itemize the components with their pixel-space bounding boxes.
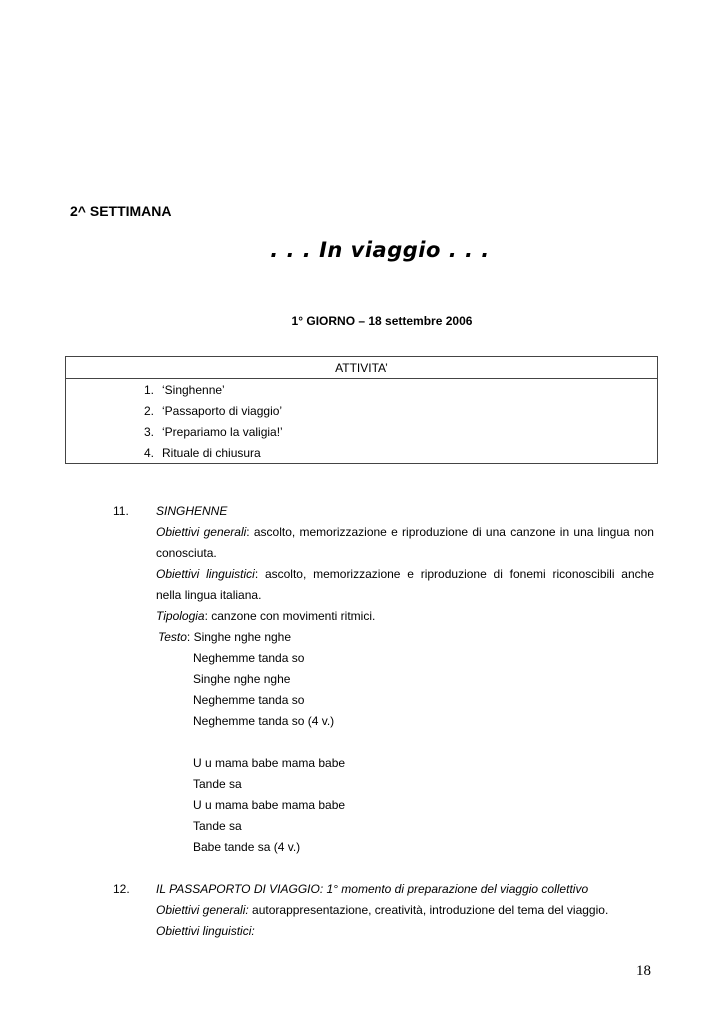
page-number: 18 (636, 963, 651, 979)
activities-table (65, 356, 658, 464)
item-text: ‘Passaporto di viaggio’ (162, 403, 283, 418)
table-row (66, 442, 658, 464)
item-number: 4. (143, 445, 154, 460)
section-12-general-objectives: Obiettivi generali: autorappresentazione, creatività, introduzione del tema del viaggio. (156, 903, 609, 917)
lyric-line: Babe tande sa (4 v.) (193, 840, 301, 854)
section-11-heading: SINGHENNE (156, 504, 228, 518)
item-text: Rituale di chiusura (162, 445, 261, 460)
section-11-general-objectives: Obiettivi generali: ascolto, memorizzazione e riproduzione di una canzone in una lingua non (156, 525, 654, 539)
activities-table-header: ATTIVITA’ (66, 357, 658, 379)
item-number: 1. (143, 382, 154, 397)
section-11-linguistic-objectives: Obiettivi linguistici: ascolto, memorizzazione e riproduzione di fonemi riconoscibili anche (156, 567, 654, 581)
page-title: . . . In viaggio . . . (270, 238, 490, 262)
item-text: ‘Singhenne’ (162, 382, 225, 397)
lyric-line: U u mama babe mama babe (193, 798, 346, 812)
item-text: ‘Prepariamo la valigia!’ (162, 424, 283, 439)
section-11-linguistic-objectives-cont: nella lingua italiana. (156, 588, 262, 602)
lyric-line: Neghemme tanda so (193, 651, 305, 665)
week-heading: 2^ SETTIMANA (70, 203, 172, 219)
lyric-line: U u mama babe mama babe (193, 756, 346, 770)
section-12-linguistic-objectives: Obiettivi linguistici: (156, 924, 255, 938)
lyric-line: Tande sa (193, 777, 242, 791)
day-heading: 1° GIORNO – 18 settembre 2006 (291, 314, 473, 328)
section-11-general-objectives-cont: conosciuta. (156, 546, 217, 560)
section-11-typology: Tipologia: canzone con movimenti ritmici. (156, 609, 376, 623)
section-11-number: 11. (113, 504, 129, 518)
lyric-line: Tande sa (193, 819, 242, 833)
lyric-line: Singhe nghe nghe (193, 672, 291, 686)
lyric-line: Neghemme tanda so (4 v.) (193, 714, 335, 728)
section-12-heading: IL PASSAPORTO DI VIAGGIO: 1° momento di preparazione del viaggio collettivo (156, 882, 589, 896)
table-row (66, 421, 658, 442)
table-row (66, 400, 658, 421)
section-12-number: 12. (113, 882, 130, 896)
item-number: 3. (143, 424, 154, 439)
section-11-lyrics-first: Testo: Singhe nghe nghe (158, 630, 292, 644)
lyric-line: Neghemme tanda so (193, 693, 305, 707)
table-row (66, 379, 658, 401)
item-number: 2. (143, 403, 154, 418)
